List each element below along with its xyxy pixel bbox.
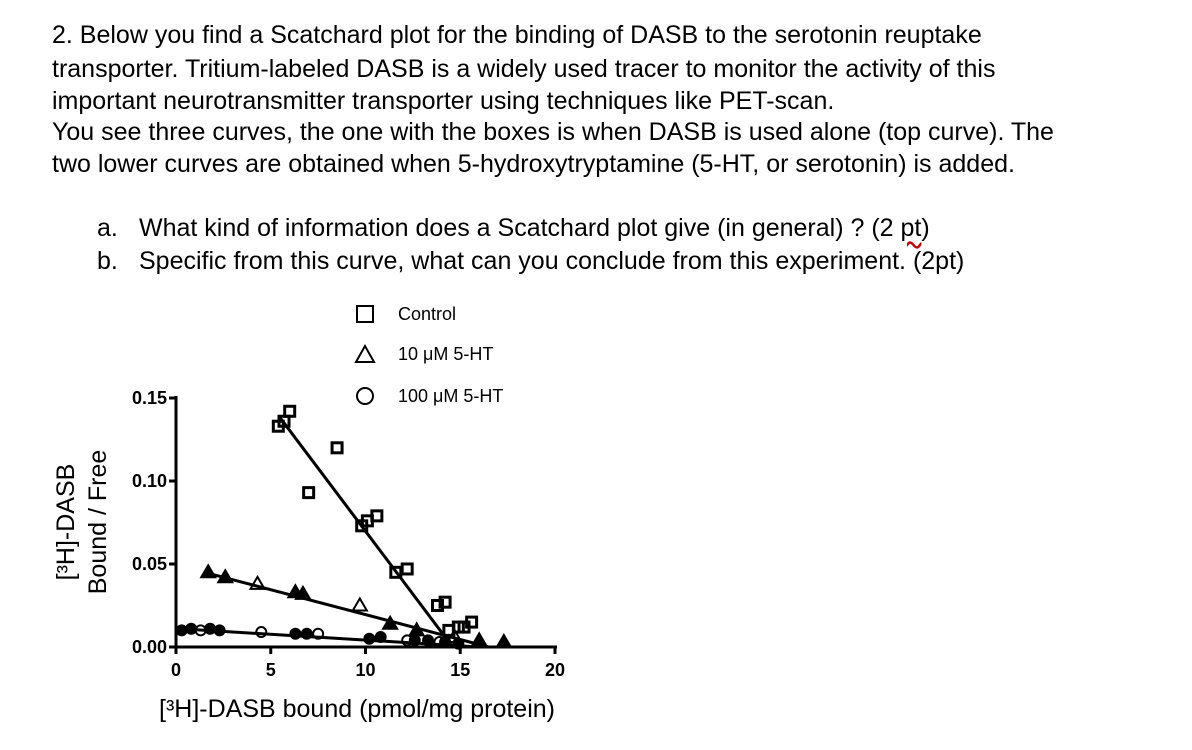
x-tick-label: 20 xyxy=(544,660,566,680)
fit-line-square xyxy=(280,418,452,647)
data-point-circle xyxy=(376,632,386,642)
legend-label: Control xyxy=(398,304,457,324)
data-point-triangle xyxy=(472,633,486,645)
data-point-circle xyxy=(215,625,225,635)
legend-triangle-icon xyxy=(356,346,374,362)
x-tick-label: 10 xyxy=(355,660,376,680)
legend-label: 100 μM 5-HT xyxy=(398,386,504,406)
sub-question-a-label: a. xyxy=(97,214,118,242)
y-tick-label: 0.05 xyxy=(131,554,167,574)
fit-line-triangle xyxy=(204,572,488,647)
data-point-circle xyxy=(186,624,196,634)
x-tick-label: 0 xyxy=(170,660,182,680)
y-axis-label-line2: Bound / Free xyxy=(84,449,112,595)
data-point-triangle xyxy=(497,635,511,647)
y-tick-label: 0.00 xyxy=(131,637,167,657)
question-line-1: 2. Below you find a Scatchard plot for the binding of DASB to the serotonin reuptake xyxy=(52,21,982,49)
x-tick-label: 5 xyxy=(265,660,276,680)
legend-square-icon xyxy=(357,306,373,322)
legend-label: 10 μM 5-HT xyxy=(398,344,494,364)
question-line-3: important neurotransmitter transporter using techniques like PET-scan. xyxy=(52,87,835,115)
data-point-circle xyxy=(302,629,312,639)
sub-question-b-text: Specific from this curve, what can you conclude from this experiment. (2pt) xyxy=(139,247,965,275)
data-point-circle xyxy=(205,624,215,634)
x-tick-label: 15 xyxy=(450,660,471,680)
data-point-circle xyxy=(364,634,374,644)
data-point-square xyxy=(372,511,382,521)
sub-question-a-pt-word: pt xyxy=(900,214,922,242)
data-point-square xyxy=(402,564,412,574)
data-point-triangle xyxy=(201,565,215,577)
data-point-circle xyxy=(440,637,450,647)
data-point-square xyxy=(440,597,450,607)
sub-question-b-label: b. xyxy=(97,247,118,275)
data-point-square xyxy=(332,443,342,453)
data-point-circle xyxy=(290,629,300,639)
data-point-square xyxy=(285,406,295,416)
sub-question-a-text-main: What kind of information does a Scatchard plot give (in general) ? (2 xyxy=(139,214,901,242)
x-axis-label: [³H]-DASB bound (pmol/mg protein) xyxy=(159,695,555,723)
sub-question-a-text-end: ) xyxy=(921,214,930,242)
question-line-4: You see three curves, the one with the boxes is when DASB is used alone (top curve). The xyxy=(52,118,1054,146)
data-point-square xyxy=(467,617,477,627)
data-point-circle xyxy=(177,625,187,635)
y-tick-label: 0.10 xyxy=(131,471,167,491)
data-point-circle xyxy=(453,639,463,649)
y-axis-label-line1: [³H]-DASB xyxy=(52,463,80,581)
data-point-circle xyxy=(410,635,420,645)
data-point-square xyxy=(304,488,314,498)
data-point-circle xyxy=(423,635,433,645)
y-tick-label: 0.15 xyxy=(131,388,167,408)
legend-circle-icon xyxy=(357,388,373,404)
question-line-5: two lower curves are obtained when 5-hydroxytryptamine (5-HT, or serotonin) is added. xyxy=(52,150,1015,178)
question-line-2: transporter. Tritium-labeled DASB is a widely used tracer to monitor the activity of this xyxy=(52,55,996,83)
data-point-triangle xyxy=(353,599,367,611)
